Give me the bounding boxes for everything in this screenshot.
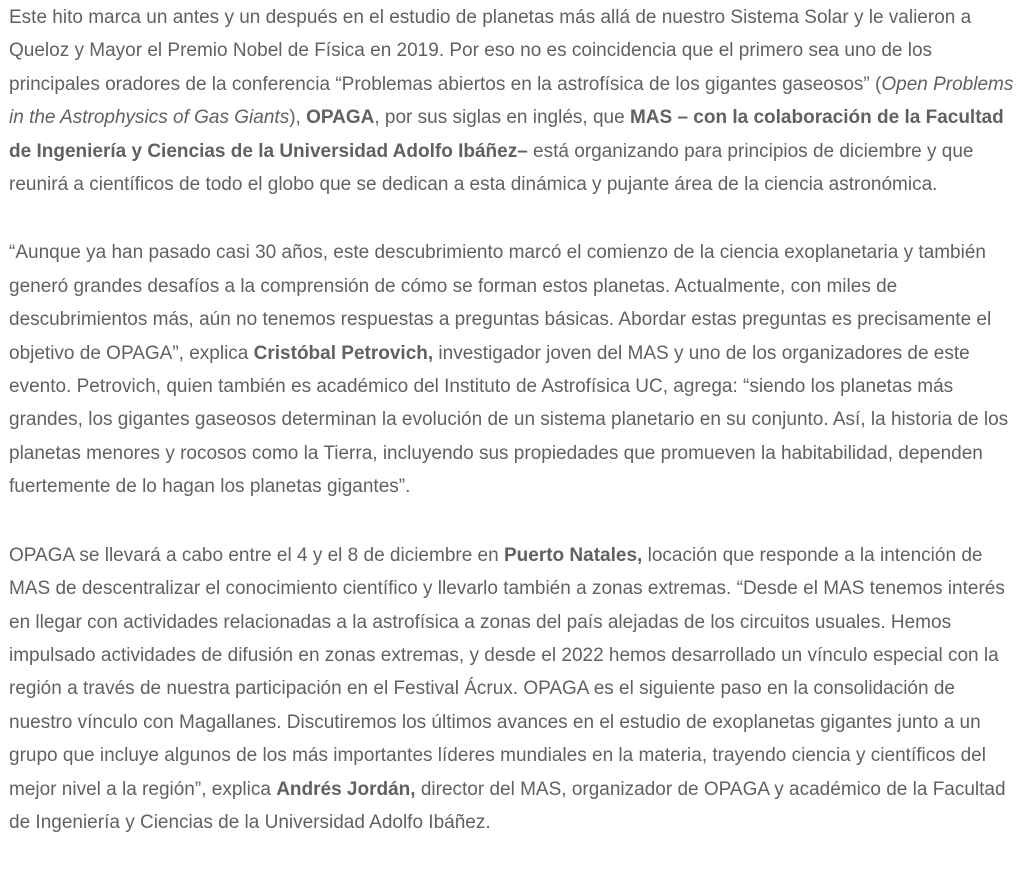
text-run-italic: Open Problems in the Astrophysics of Gas Giants <box>9 73 1014 129</box>
text-run: locación que responde a la intención de MAS de descentralizar el conocimiento científico y llevarlo también a zonas extremas. “Desde el MAS tenemos interés en llegar con actividades relacionadas a la astrofísica a zonas del país alejadas de los circuitos usuales. Hemos impulsado actividades de difusión en zonas extremas, y desde el 2022 hemos desarrollado un vínculo especial con la región a través de nuestra participación en el Festival Ácrux. OPAGA es el siguiente paso en la consolidación de nuestro vínculo con Magallanes. Discutiremos los últimos avances en el estudio de exoplanetas gigantes junto a un grupo que incluye algunos de los más importantes líderes mundiales en la materia, trayendo ciencia y científicos del mejor nivel a la región”, explica <box>9 544 1005 800</box>
text-run-bold: Andrés Jordán, <box>276 778 416 800</box>
text-run: investigador joven del MAS y uno de los organizadores de este evento. Petrovich, quien también es académico del Instituto de Astrofísica UC, agrega: “siendo los planetas más grandes, los gigantes gaseosos determinan la evolución de un sistema planetario en su conjunto. Así, la historia de los planetas menores y rocosos como la Tierra, incluyendo sus propiedades que promueven la habitabilidad, dependen fuertemente de lo hagan los planetas gigantes”. <box>9 342 1009 498</box>
text-run: OPAGA se llevará a cabo entre el 4 y el 8 de diciembre en <box>9 544 504 566</box>
text-run: Este hito marca un antes y un después en el estudio de planetas más allá de nuestro Sistema Solar y le valieron a Queloz y Mayor el Premio Nobel de Física en 2019. Por eso no es coincidencia que el primero sea uno de los principales oradores de la conferencia “Problemas abiertos en la astrofísica de los gigantes gaseosos” ( <box>9 7 972 95</box>
text-run: está organizando para principios de diciembre y que reunirá a científicos de todo el globo que se dedican a esta dinámica y pujante área de la ciencia astronómica. <box>9 140 974 196</box>
text-run: , por sus siglas en inglés, que <box>374 107 630 129</box>
text-run-bold: Puerto Natales, <box>503 544 643 566</box>
paragraph-petrovich-quote <box>9 236 1015 503</box>
text-run: “Aunque ya han pasado casi 30 años, este descubrimiento marcó el comienzo de la ciencia exoplanetaria y también generó grandes desafíos a la comprensión de cómo se forman estos planetas. Actualmente, con miles de descubrimientos más, aún no tenemos respuestas a preguntas básicas. Abordar estas preguntas es precisamente el objetivo de OPAGA”, explica <box>9 242 992 364</box>
text-run: ), <box>289 107 307 129</box>
paragraph-puerto-natales <box>9 539 1015 840</box>
paragraph-intro-discovery <box>9 1 1015 201</box>
text-run-bold: Cristóbal Petrovich, <box>253 342 434 364</box>
text-run-bold: OPAGA <box>306 107 375 129</box>
text-run-bold: MAS – con la colaboración de la Facultad de Ingeniería y Ciencias de la Universidad Adolfo Ibáñez– <box>9 107 1004 162</box>
text-run: director del MAS, organizador de OPAGA y académico de la Facultad de Ingeniería y Ciencias de la Universidad Adolfo Ibáñez. <box>9 778 1006 833</box>
